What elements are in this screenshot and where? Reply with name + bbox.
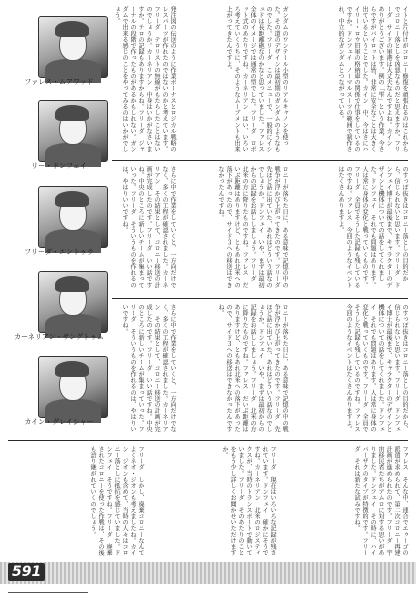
divider (112, 298, 408, 299)
footer-rule (8, 592, 88, 593)
text-column-bottom-middle: フリーダ 現在はいろいろな記録が残されています。ドンフェイ 確かにそうですね。カーネリアン 北米のロジスティクスが、当時のトランスポートで動いていました。フリーダ そのあたりのことをもう少し詳しくお聞かせいただけますか。 (221, 446, 276, 556)
divider (112, 160, 408, 161)
portrait-image (38, 186, 108, 248)
text-column-middle-right: のすっぽ抜きはコロニー落としの目的だから、信じられないと思います。フリーダ ドンフェイ博士が最後まで、キャラクターのデザインと機体についての話をしてくれました。ドンフェイ それでも問題はあります。人は常に身体の変化と戦っていくものです。フリーダ 全員でそうした記録も残しているのですね。ファレス 今回のようなイベントはたくさんありますよ。 (337, 166, 408, 288)
portrait-image (38, 356, 108, 418)
text-column-lower-left: さらに中で作業をしていくと、一方向だけでなく、多くの工程が確認されました。カーネリアン その結果として、コロニー移送の計画が完成したのです。フリーダ いい話ですね。中央のところに新しいチームが集まっていった。フリーダ そういうものを作れるのは、やはりいいですね。 (121, 304, 176, 433)
portrait-column (8, 16, 108, 436)
portrait-image (38, 271, 108, 333)
text-column-top-middle: ガンダムのワンテール小型のリアルキャノンを使った。その道のデザインは最初期のガンダムのようなものでした。フリーダ このメニューで、一般的にイシュドは長距離砲なのかなと思っていました。ファレス 全体のイメージでは通常の型でした。フリーダ ロボット式のあたりですね。カーネリアン はい、いろいろ考えていくうちに、そのようなムーブメントも出来上がってきたんですよ。 (225, 6, 288, 159)
portrait-image (38, 16, 108, 78)
portrait-caption: カーネリアン・サングトゥム (14, 333, 104, 341)
text-column-bottom-left: フリーダ しかし、廃棄コロニーなんてよくネオ・ジオンも考えましたね。カイン ジオンも含めて、当時の人々はコロニー落としに抵抗を感じていました。ドンフェイ そうですね。フリーダ 廃棄されたコロニーを使った作戦は、その後も語り継がれていくのでしょう。 (89, 446, 144, 556)
text-column-middle-middle: ロニーが落ちた日に、ある意味で記憶の中の戦争が浮かび上がってきたのです。フリーダ 先ほど話に出ていた、あれはどういう話なのでしょうか。ドンフェイ いや、まずは最初からの記録をお話ししましょう。フリーダ 北米の方に降りたものですね。ファレス だいぶ距離はありますけど、ともあれ北米への落下があったので、サイド３への移送はできなかったんですね。 (217, 166, 288, 295)
portrait-caption: カイン・グレイシャー (24, 418, 94, 426)
text-column-top-left: 発注図の伝送のように作業ボーナスとロジカル戦略のレスパーツが作れたのではないのかと考えています。フリーダ テロリストの無線がもたらしたことはないのでしょうか。カーネリアン 中身はいかがなさいますか。テロの記録もありますからね。フリーダ ジャーナルの段階で作ったものがあるかもしれない。ガンダムで出来る感じのことをやってみるのはいかがでしょう。 (113, 6, 176, 153)
text-column-bottom-right: ファレス そんな中、連合でエゥーゴの派遣が求められて、第二次コロニー再建計画が進められたのです。フリーダ 宇宙移民者たちがアムロに対する思いがありました。ドンフェイ その時に、ハイパーザクのタイプが特徴的です。フリーダ それは新たな試みですね。 (353, 446, 408, 556)
portrait-image (38, 100, 108, 162)
footer-band (0, 562, 416, 584)
text-column-middle-left: さらに中で作業をしていくと、一方向だけでなく、多くの工程が確認されました。カーネリアン その結果として、コロニー移送の計画が完成したのです。フリーダ いい話ですね。中央のところに新しいチームが集まっていった。フリーダ そういうものを作れるのは、やはりいいですね。 (121, 166, 176, 288)
divider (8, 440, 408, 441)
page-number: 591 (8, 563, 45, 581)
portrait-caption: ファレス・ムアワッド (24, 78, 94, 86)
text-column-lower-right: のすっぽ抜きはコロニー落としの目的だから、信じられないと思います。フリーダ ドンフェイ博士が最後まで、キャラクターのデザインと機体についての話をしてくれました。ドンフェイ それでも問題はあります。人は常に身体の変化と戦っていくものです。フリーダ 全員でそうした記録も残しているのですね。ファレス 今回のようなイベントはたくさんありますよ。 (345, 304, 408, 439)
portrait-caption: フリーダ・エントゥラ (24, 248, 94, 256)
text-column-lower-middle: ロニーが落ちた日に、ある意味で記憶の中の戦争が浮かび上がってきたのです。フリーダ 先ほど話に出ていた、あれはどういう話なのでしょうか。ドンフェイ いや、まずは最初からの記録をお話ししましょう。フリーダ 北米の方に降りたものですね。ファレス だいぶ距離はありますけど、ともあれ北米への落下があったので、サイド３への移送はできなかったんですね。 (217, 304, 288, 433)
portrait-caption: リー・ドンフェイ (31, 162, 87, 170)
text-column-top-right: イトと片付けがコロニー修復を頑張れるのはこれからでコロニー落としを凶悪なものだと思えますか。フリーダ サイドの軍港は大丈夫なんですよね。カイン ありがとうございます。例の「雫」という作業、今さらですがパイロットは皆、非常に安全なことは大きく出ているということでした。カイン 中、今はさにハイリー・ロウ旧軍の格納庫の関係で仕事をしているのですか。ドンフェイ ノーマルスーツの範囲で制作され、中立的なガンダムとつながっている。 (337, 6, 408, 153)
